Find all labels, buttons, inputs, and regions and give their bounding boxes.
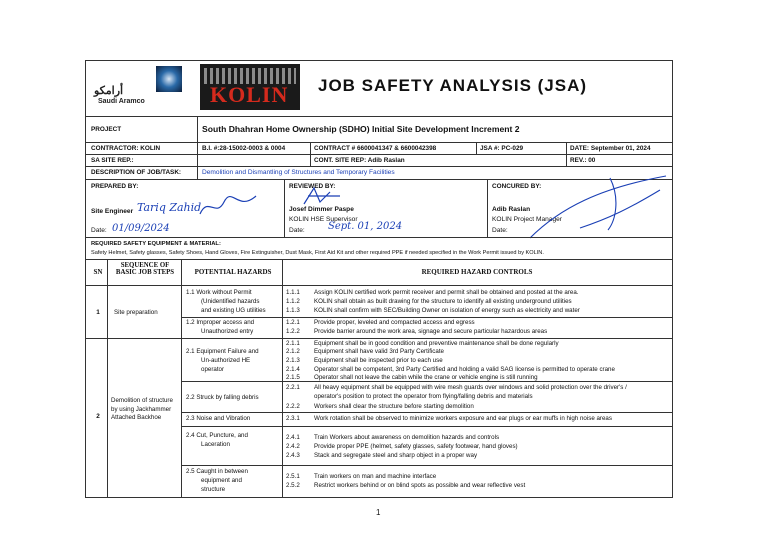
project-label: PROJECT (91, 126, 122, 133)
row-2-step: Demolition of structure by using Jackhammer Attached Backhoe (111, 397, 173, 422)
concured-role: KOLIN Project Manager (492, 216, 562, 223)
prepared-role: Site Engineer (91, 208, 134, 215)
control-text: Operator shall be competent, 3rd Party Certified and holding a valid SAG license is permitted to operate crane (314, 366, 615, 373)
row-1-sn: 1 (96, 309, 100, 316)
equipment-value: Safety Helmet, Safety glasses, Safety Shoes, Hand Gloves, Fire Extinguisher, Dust Mask, First Aid Kit and other required PPE if needed specified in the Work Permit issued by KOLIN. (91, 250, 544, 256)
row-1-step: Site preparation (114, 309, 158, 316)
reviewed-date-label: Date: (289, 227, 305, 234)
hazard-line: 2.5 Caught in between (186, 468, 248, 475)
concured-name: Adib Raslan (492, 206, 531, 213)
control-number: 1.1.2 (286, 298, 300, 305)
control-text: Equipment shall have valid 3rd Party Certificate (314, 348, 445, 355)
reviewed-name: Josef Dimmer Paspe (289, 206, 354, 213)
control-text: Assign KOLIN certified work permit receiver and permit shall be obtained and posted at the area. (314, 289, 579, 296)
contract-number: CONTRACT # 6600041347 & 6600042398 (314, 145, 437, 152)
control-text: Restrict workers behind or on blind spots as possible and wear reflective vest (314, 482, 526, 489)
hazard-line: structure (201, 486, 226, 493)
hazard-line: 2.4 Cut, Puncture, and (186, 432, 248, 439)
control-text: Provide proper, leveled and compacted access and egress (314, 319, 475, 326)
hazard-line: and existing UG utilities (201, 307, 266, 314)
control-number: 2.2.2 (286, 403, 300, 410)
control-number: 2.5.1 (286, 473, 300, 480)
equipment-label: REQUIRED SAFETY EQUIPMENT & MATERIAL: (91, 241, 221, 247)
kolin-logo (200, 64, 300, 110)
page-title: JOB SAFETY ANALYSIS (JSA) (318, 76, 588, 95)
sa-site-rep-label: SA SITE REP.: (91, 157, 134, 164)
contractor-label: CONTRACTOR: KOLIN (91, 145, 161, 152)
row-2-sn: 2 (96, 413, 100, 420)
hazard-line: Unauthorized entry (201, 328, 254, 335)
control-text: Equipment shall be in good condition and preventive maintenance shall be done regularly (314, 340, 559, 347)
kolin-logo-text: KOLIN (210, 82, 289, 107)
hazard-line: equipment and (201, 477, 242, 484)
control-number: 2.4.3 (286, 452, 300, 459)
control-text: Provide proper PPE (helmet, safety glasses, safety footwear, hand gloves) (314, 443, 518, 450)
control-text: KOLIN shall obtain as built drawing for the structure to identify all existing underground utilities (314, 298, 572, 305)
revision: REV.: 00 (570, 157, 596, 164)
hazard-line: Laceration (201, 441, 230, 448)
control-text: Train workers on man and machine interface (314, 473, 437, 480)
aramco-logo-text: Saudi Aramco (98, 98, 145, 105)
control-number: 1.2.1 (286, 319, 300, 326)
reviewed-date-value: Sept. 01, 2024 (328, 221, 403, 232)
control-text: Stack and segregate steel and sharp object in a proper way (314, 452, 478, 459)
control-text: operator's position to protect the operator from flying/falling debris and materials (314, 393, 533, 400)
control-number: 2.4.2 (286, 443, 300, 450)
control-text: Work rotation shall be observed to minimize workers exposure and ear plugs or ear muffs in high noise areas (314, 415, 612, 422)
concured-signature-scribble (520, 168, 670, 248)
concured-by-label: CONCURED BY: (492, 183, 542, 190)
control-number: 2.4.1 (286, 434, 300, 441)
reviewed-signature-scribble (300, 186, 350, 208)
aramco-logo (92, 64, 192, 108)
reviewed-by-label: REVIEWED BY: (289, 183, 336, 190)
hazard-line: 1.2 Improper access and (186, 319, 255, 326)
hazard-line: Un-authorized HE (201, 357, 251, 364)
description-label: DESCRIPTION OF JOB/TASK: (91, 169, 182, 176)
prepared-date-value: 01/09/2024 (112, 223, 170, 234)
control-text: Operator shall not leave the cabin while the crane or vehicle engine is still running (314, 374, 538, 381)
prepared-date-label: Date: (91, 227, 107, 234)
project-value: South Dhahran Home Ownership (SDHO) Initial Site Development Increment 2 (202, 124, 520, 134)
control-number: 2.1.1 (286, 340, 300, 347)
cont-site-rep: CONT. SITE REP: Adib Raslan (314, 157, 405, 164)
control-text: Equipment shall be inspected prior to each use (314, 357, 443, 364)
aramco-arabic-text: أرامكو (94, 85, 124, 97)
table-header-steps: SEQUENCE OF BASIC JOB STEPS (115, 262, 175, 277)
table-header-controls: REQUIRED HAZARD CONTROLS (421, 268, 533, 276)
control-text: Provide barrier around the work area, signage and secure particular hazardous areas (314, 328, 548, 335)
hazard-line: 1.1 Work without Permit (186, 289, 252, 296)
table-header-sn: SN (93, 268, 103, 276)
control-number: 2.1.2 (286, 348, 300, 355)
aramco-star-icon (156, 66, 182, 92)
jsa-date: DATE: September 01, 2024 (570, 145, 651, 152)
prepared-signature-scribble (198, 192, 258, 222)
control-number: 2.1.4 (286, 366, 300, 373)
page-number: 1 (376, 508, 381, 517)
hazard-line: 2.2 Struck by falling debris (186, 394, 259, 401)
table-header-hazards: POTENTIAL HAZARDS (194, 268, 272, 276)
prepared-signature: Tariq Zahid (137, 201, 202, 214)
hazard-line: (Unidentified hazards (201, 298, 260, 305)
bi-number: B.I. #:28-15002-0003 & 0004 (202, 145, 286, 152)
control-number: 2.1.3 (286, 357, 300, 364)
jsa-number: JSA #: PC-029 (480, 145, 524, 152)
control-text: Train Workers about awareness on demolition hazards and controls (314, 434, 500, 441)
control-text: All heavy equipment shall be equipped with wire mesh guards over windows and solid protection over the driver's / (314, 384, 627, 391)
reviewed-role: KOLIN HSE Supervisor (289, 216, 358, 223)
prepared-by-label: PREPARED BY: (91, 183, 139, 190)
control-text: KOLIN shall confirm with SEC/Building Owner on isolation of energy such as electricity and water (314, 307, 580, 314)
control-number: 1.1.1 (286, 289, 300, 296)
hazard-line: 2.1 Equipment Failure and (186, 348, 259, 355)
control-number: 2.3.1 (286, 415, 300, 422)
hazard-line: 2.3 Noise and Vibration (186, 415, 251, 422)
description-value: Demolition and Dismantling of Structures and Temporary Facilities (202, 169, 395, 176)
control-number: 1.2.2 (286, 328, 300, 335)
control-text: Workers shall clear the structure before starting demolition (314, 403, 474, 410)
control-number: 2.5.2 (286, 482, 300, 489)
concured-date-label: Date: (492, 227, 508, 234)
control-number: 2.2.1 (286, 384, 300, 391)
control-number: 1.1.3 (286, 307, 300, 314)
hazard-line: operator (201, 366, 225, 373)
control-number: 2.1.5 (286, 374, 300, 381)
